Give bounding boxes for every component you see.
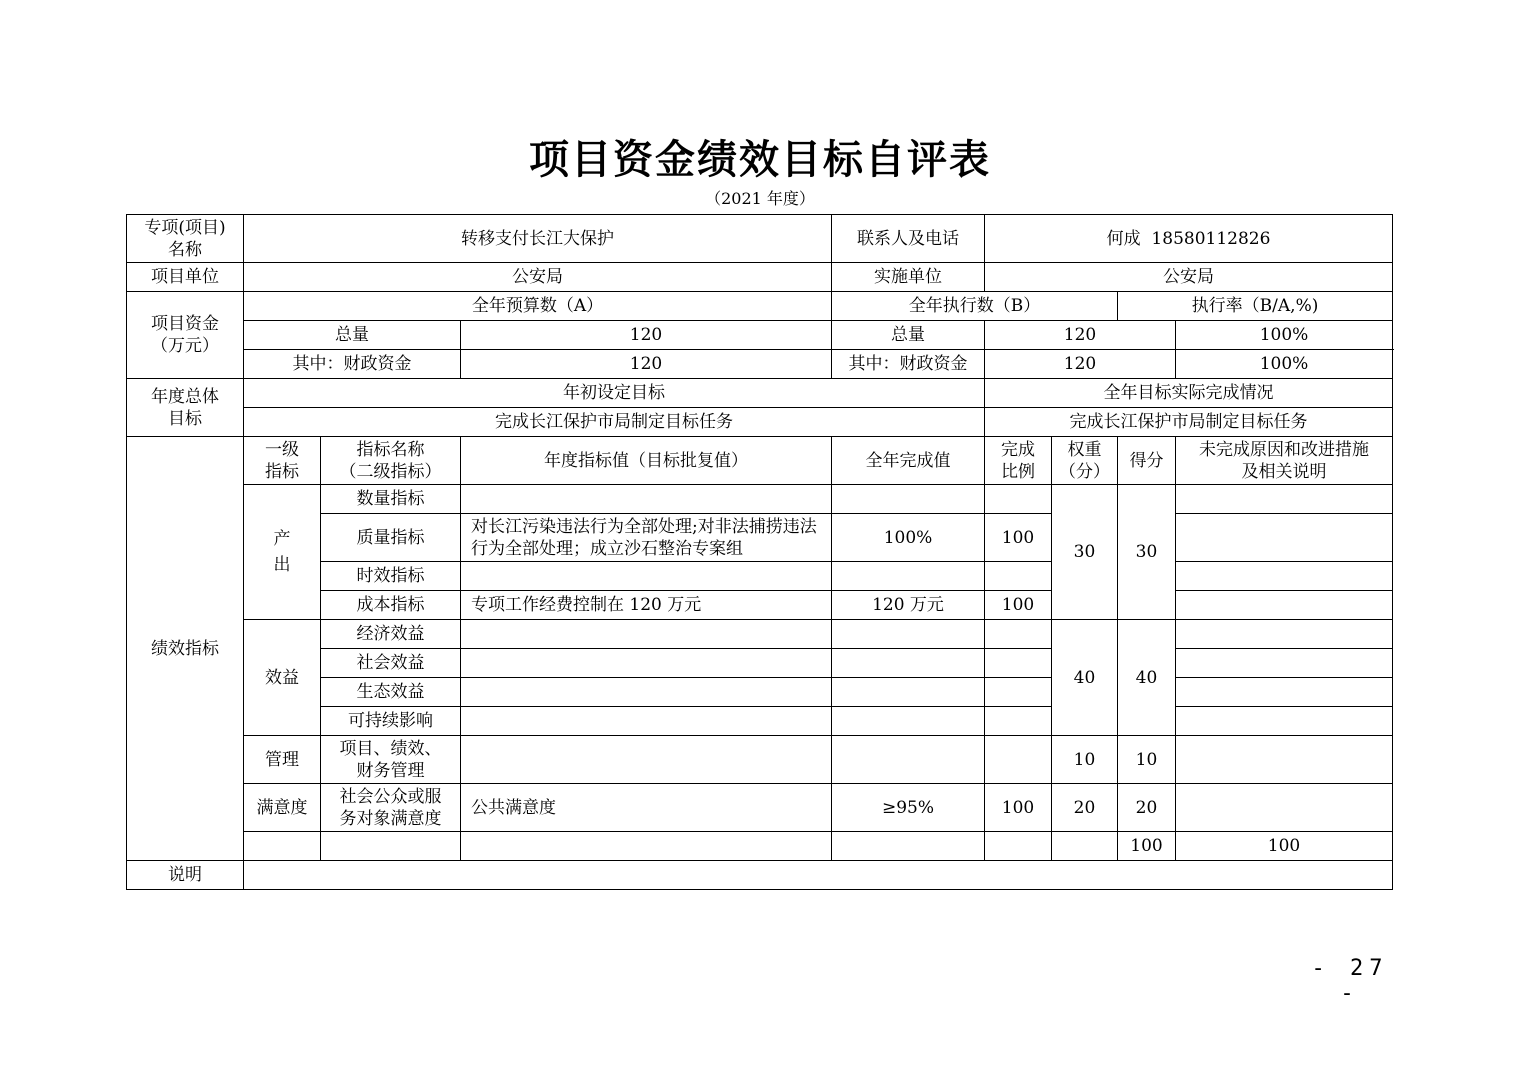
total-score: 100 [1176, 832, 1393, 861]
indicator-actual [832, 485, 985, 514]
management-score: 10 [1118, 736, 1176, 784]
indicator-reason [1176, 620, 1393, 649]
funds-total-exec-label: 总量 [832, 321, 985, 350]
indicator-reason [1176, 485, 1393, 514]
project-unit-value: 公安局 [244, 263, 832, 292]
funds-fiscal-rate: 100% [1176, 350, 1393, 379]
totals-blank [321, 832, 461, 861]
indicator-name: 经济效益 [321, 620, 461, 649]
contact-value: 何成 18580112826 [985, 215, 1393, 263]
notes-row [127, 861, 1393, 890]
indicator-reason [1176, 707, 1393, 736]
totals-blank [832, 832, 985, 861]
funds-total-exec: 120 [985, 321, 1176, 350]
notes-value [244, 861, 1393, 890]
header-ratio: 完成 比例 [985, 437, 1052, 485]
table-row [127, 784, 1393, 832]
totals-row [127, 832, 1393, 861]
project-unit-label: 项目单位 [127, 263, 244, 292]
indicator-actual: 100% [832, 514, 985, 562]
indicator-name: 社会公众或服 务对象满意度 [321, 784, 461, 832]
indicator-ratio [985, 707, 1052, 736]
annual-goal-label: 年度总体 目标 [127, 379, 244, 437]
indicator-actual [832, 649, 985, 678]
indicator-actual [832, 562, 985, 591]
indicators-header-row [127, 437, 1393, 485]
indicator-reason [1176, 562, 1393, 591]
indicator-name: 成本指标 [321, 591, 461, 620]
contact-label: 联系人及电话 [832, 215, 985, 263]
benefit-label: 效益 [244, 620, 321, 736]
goal-set-value: 完成长江保护市局制定目标任务 [244, 408, 985, 437]
indicator-reason [1176, 678, 1393, 707]
goal-set-header: 年初设定目标 [244, 379, 985, 408]
indicator-reason [1176, 736, 1393, 784]
funds-total-row [127, 321, 1393, 350]
funds-fiscal-label: 其中：财政资金 [244, 350, 461, 379]
indicator-actual [832, 707, 985, 736]
exec-header: 全年执行数（B） [832, 292, 1118, 321]
indicator-name: 时效指标 [321, 562, 461, 591]
header-target: 年度指标值（目标批复值） [461, 437, 832, 485]
indicator-target [461, 707, 832, 736]
funds-fiscal-row [127, 350, 1393, 379]
indicator-reason [1176, 591, 1393, 620]
indicator-target: 专项工作经费控制在 120 万元 [461, 591, 832, 620]
project-name-row [127, 215, 1393, 263]
project-name-value: 转移支付长江大保护 [244, 215, 832, 263]
funds-fiscal-exec: 120 [985, 350, 1176, 379]
document-title: 项目资金绩效目标自评表 [529, 136, 991, 183]
indicator-target [461, 485, 832, 514]
indicator-reason [1176, 784, 1393, 832]
page-number: - 27 - [1311, 956, 1389, 1006]
indicator-actual: 120 万元 [832, 591, 985, 620]
indicator-name: 质量指标 [321, 514, 461, 562]
satisfaction-weight: 20 [1052, 784, 1118, 832]
indicator-ratio [985, 620, 1052, 649]
impl-unit-label: 实施单位 [832, 263, 985, 292]
indicator-ratio [985, 485, 1052, 514]
indicator-target [461, 736, 832, 784]
indicators-label: 绩效指标 [127, 437, 244, 861]
header-actual: 全年完成值 [832, 437, 985, 485]
header-weight: 权重 （分） [1052, 437, 1118, 485]
totals-blank [461, 832, 832, 861]
funds-fiscal-exec-label: 其中：财政资金 [832, 350, 985, 379]
table-row [127, 736, 1393, 784]
project-unit-row [127, 263, 1393, 292]
indicator-ratio [985, 736, 1052, 784]
indicator-ratio: 100 [985, 591, 1052, 620]
budget-header: 全年预算数（A） [244, 292, 832, 321]
goal-actual-header: 全年目标实际完成情况 [985, 379, 1393, 408]
annual-goal-value-row [127, 408, 1393, 437]
impl-unit-value: 公安局 [985, 263, 1393, 292]
output-weight: 30 [1052, 485, 1118, 620]
funds-fiscal-budget: 120 [461, 350, 832, 379]
project-name-label: 专项(项目) 名称 [127, 215, 244, 263]
self-evaluation-table [126, 214, 1393, 890]
goal-actual-value: 完成长江保护市局制定目标任务 [985, 408, 1393, 437]
indicator-actual [832, 736, 985, 784]
notes-label: 说明 [127, 861, 244, 890]
satisfaction-label: 满意度 [244, 784, 321, 832]
indicator-target: 公共满意度 [461, 784, 832, 832]
indicator-target: 对长江污染违法行为全部处理;对非法捕捞违法行为全部处理；成立沙石整治专案组 [461, 514, 832, 562]
indicator-target [461, 649, 832, 678]
document-year: （2021 年度） [705, 189, 815, 208]
indicator-ratio [985, 649, 1052, 678]
funds-total-budget: 120 [461, 321, 832, 350]
benefit-weight: 40 [1052, 620, 1118, 736]
indicator-name: 生态效益 [321, 678, 461, 707]
total-weight: 100 [1118, 832, 1176, 861]
indicator-actual: ≥95% [832, 784, 985, 832]
indicator-ratio: 100 [985, 784, 1052, 832]
output-label [244, 485, 321, 620]
output-label-text: 产 出 [273, 529, 291, 575]
header-level1: 一级 指标 [244, 437, 321, 485]
header-reason: 未完成原因和改进措施 及相关说明 [1176, 437, 1393, 485]
output-score: 30 [1118, 485, 1176, 620]
indicator-reason [1176, 514, 1393, 562]
totals-blank [244, 832, 321, 861]
table-row [127, 620, 1393, 649]
indicator-target [461, 678, 832, 707]
funds-total-rate: 100% [1176, 321, 1393, 350]
indicator-name: 数量指标 [321, 485, 461, 514]
satisfaction-score: 20 [1118, 784, 1176, 832]
indicator-ratio [985, 678, 1052, 707]
indicator-ratio [985, 562, 1052, 591]
management-label: 管理 [244, 736, 321, 784]
indicator-actual [832, 678, 985, 707]
header-indicator-name: 指标名称 （二级指标） [321, 437, 461, 485]
indicator-name: 社会效益 [321, 649, 461, 678]
totals-blank [985, 832, 1052, 861]
funds-header-row [127, 292, 1393, 321]
indicator-reason [1176, 649, 1393, 678]
table-row [127, 485, 1393, 514]
indicator-actual [832, 620, 985, 649]
header-score: 得分 [1118, 437, 1176, 485]
funds-label: 项目资金 （万元） [127, 292, 244, 379]
funds-total-label: 总量 [244, 321, 461, 350]
annual-goal-header-row [127, 379, 1393, 408]
indicator-name: 项目、绩效、 财务管理 [321, 736, 461, 784]
indicator-ratio: 100 [985, 514, 1052, 562]
benefit-score: 40 [1118, 620, 1176, 736]
indicator-name: 可持续影响 [321, 707, 461, 736]
management-weight: 10 [1052, 736, 1118, 784]
indicator-target [461, 562, 832, 591]
indicator-target [461, 620, 832, 649]
totals-blank [1052, 832, 1118, 861]
rate-header: 执行率（B/A,%) [1118, 292, 1393, 321]
